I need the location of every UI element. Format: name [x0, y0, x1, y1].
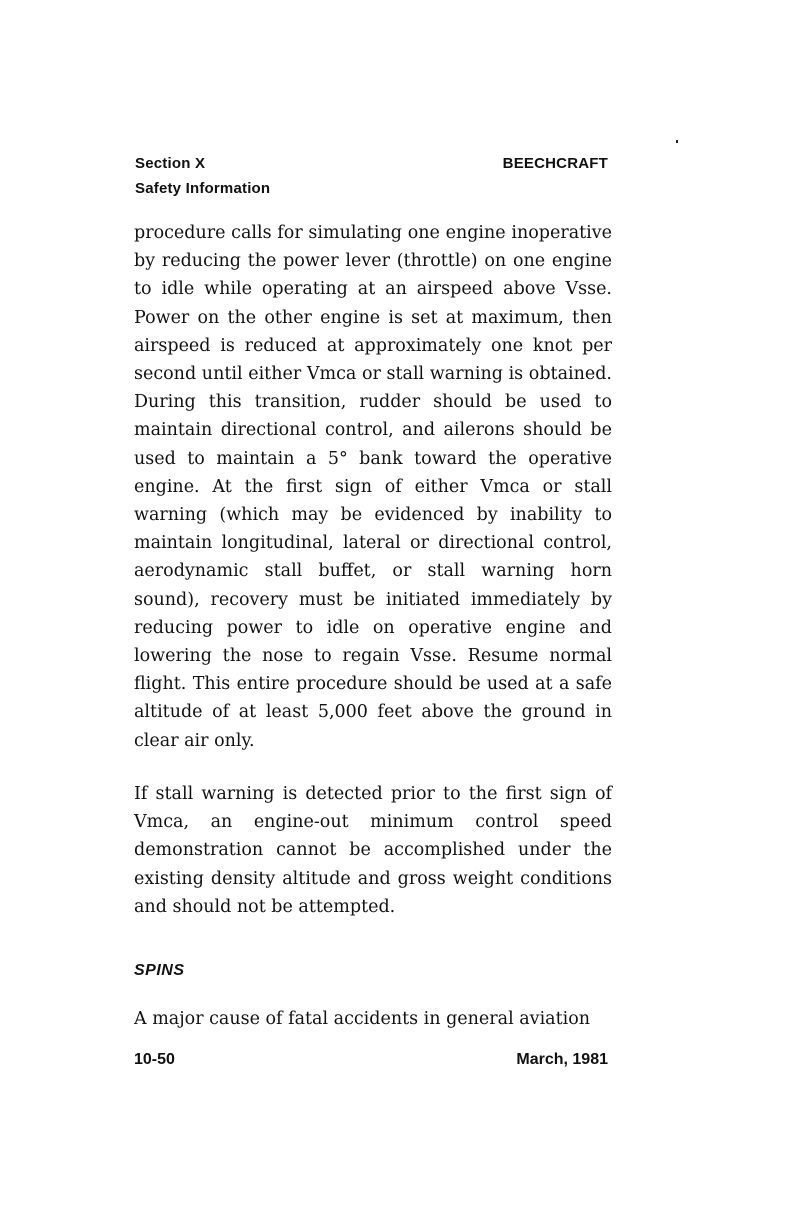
footer-page-number: 10-50 — [134, 1051, 175, 1068]
section-heading-spins: SPINS — [134, 962, 185, 979]
body-paragraph-procedure: procedure calls for simulating one engine inoperative by reducing the power lever (throttle) on one engine to idle while operating at an airspeed above Vsse. Power on the other engine is set at maximum, then airspeed is reduced at approximately one knot per second until either Vmca or stall warning is obtained. During this transition, rudder should be used to maintain directional control, and ailerons should be used to maintain a 5° bank toward the operative engine. At the first sign of either Vmca or stall warning (which may be evidenced by inability to maintain longitudinal, lateral or directional control, aerodynamic stall buffet, or stall warning horn sound), recovery must be initiated immediately by reducing power to idle on operative engine and lowering the nose to regain Vsse. Resume normal flight. This entire procedure should be used at a safe altitude of at least 5,000 feet above the ground in clear air only. — [134, 223, 612, 751]
header-section-label: Section X — [135, 155, 206, 172]
scan-speck — [676, 140, 678, 143]
body-paragraph-spins: A major cause of fatal accidents in general aviation — [134, 1009, 591, 1029]
header-section-title: Safety Information — [135, 180, 271, 197]
footer-date: March, 1981 — [516, 1051, 608, 1068]
header-brand: BEECHCRAFT — [502, 155, 608, 172]
body-paragraph-stall-warning: If stall warning is detected prior to the first sign of Vmca, an engine-out minimum control speed demonstration cannot be accomplished under the existing density altitude and gross weight conditions and should not be attempted. — [134, 784, 612, 917]
